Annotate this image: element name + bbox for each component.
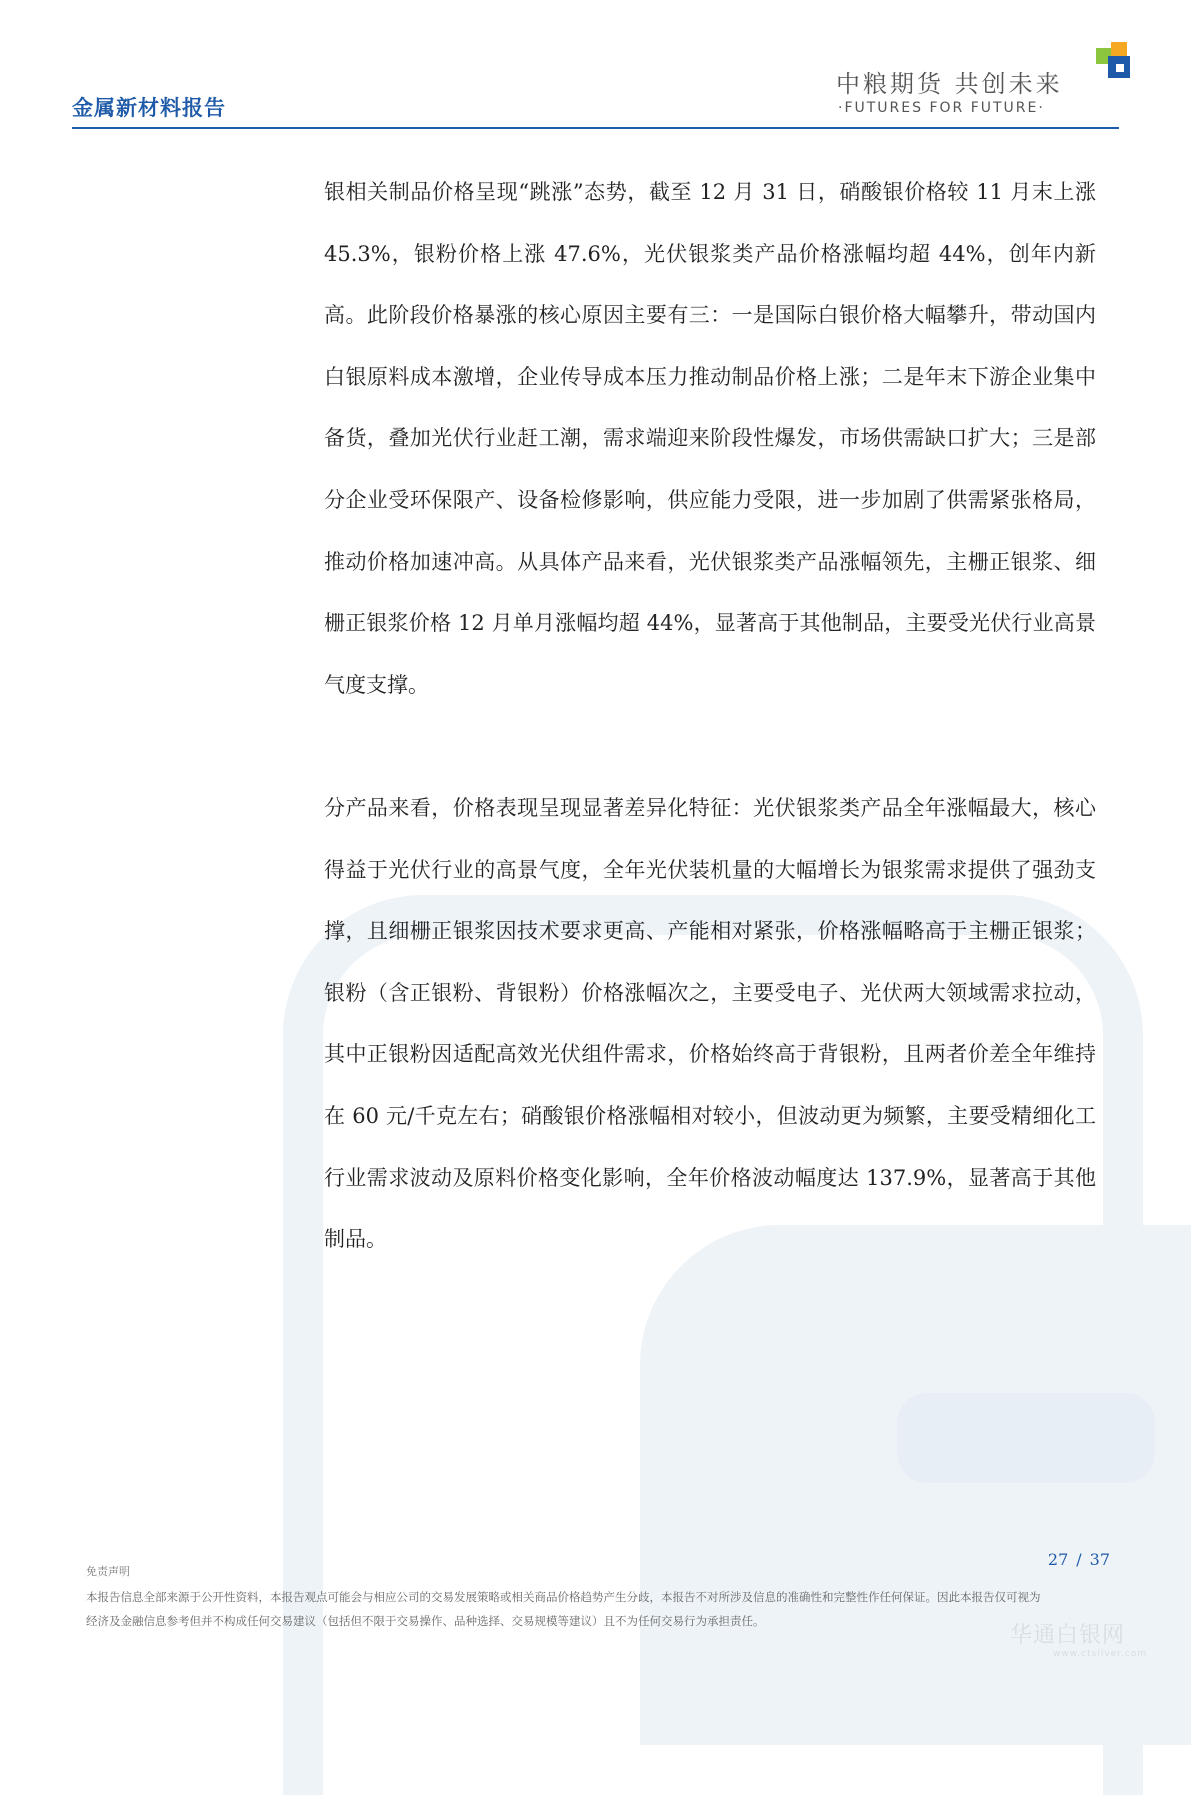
page-separator: /	[1076, 1550, 1082, 1569]
brand-slogan-cn: 中粮期货 共创未来	[836, 70, 1063, 98]
disclaimer-text: 本报告信息全部来源于公开性资料，本报告观点可能会与相应公司的交易发展策略或相关商品价格趋势产生分歧，本报告不对所涉及信息的准确性和完整性作任何保证。因此本报告仅可视为经济及金融信息参考但并不构成任何交易建议（包括但不限于交易操作、品种选择、交易规模等建议）且不为任何交易行为承担责任。	[86, 1590, 1041, 1628]
header-divider	[72, 127, 1119, 129]
report-title: 金属新材料报告	[72, 95, 226, 120]
disclaimer-title: 免责声明	[86, 1565, 130, 1578]
brand-slogan-en: ·FUTURES FOR FUTURE·	[838, 100, 1045, 116]
page-total: 37	[1089, 1550, 1110, 1569]
company-logo-icon	[1096, 42, 1136, 82]
background-watermark-bar	[897, 1393, 1155, 1483]
site-watermark: 华通白银网	[1010, 1623, 1126, 1648]
body-paragraph: 银相关制品价格呈现“跳涨”态势，截至 12 月 31 日，硝酸银价格较 11 月末上涨 45.3%，银粉价格上涨 47.6%，光伏银浆类产品价格涨幅均超 44%，创年内新高。此阶段价格暴涨的核心原因主要有三：一是国际白银价格大幅攀升，带动国内白银原料成本激增，企业传导成本压力推动制品价格上涨；二是年末下游企业集中备货，叠加光伏行业赶工潮，需求端迎来阶段性爆发，市场供需缺口扩大；三是部分企业受环保限产、设备检修影响，供应能力受限，进一步加剧了供需紧张格局，推动价格加速冲高。从具体产品来看，光伏银浆类产品涨幅领先，主栅正银浆、细栅正银浆价格 12 月单月涨幅均超 44%，显著高于其他制品，主要受光伏行业高景气度支撑。	[324, 180, 1096, 697]
site-watermark-url: www.ctsilver.com	[1053, 1649, 1148, 1659]
body-paragraph: 分产品来看，价格表现呈现显著差异化特征：光伏银浆类产品全年涨幅最大，核心得益于光伏行业的高景气度，全年光伏装机量的大幅增长为银浆需求提供了强劲支撑，且细栅正银浆因技术要求更高、产能相对紧张，价格涨幅略高于主栅正银浆；银粉（含正银粉、背银粉）价格涨幅次之，主要受电子、光伏两大领域需求拉动，其中正银粉因适配高效光伏组件需求，价格始终高于背银粉，且两者价差全年维持在 60 元/千克左右；硝酸银价格涨幅相对较小，但波动更为频繁，主要受精细化工行业需求波动及原料价格变化影响，全年价格波动幅度达 137.9%，显著高于其他制品。	[324, 796, 1096, 1252]
background-watermark-block	[640, 1225, 1191, 1745]
page-current: 27	[1047, 1550, 1069, 1569]
page-number	[1000, 1550, 1110, 1569]
